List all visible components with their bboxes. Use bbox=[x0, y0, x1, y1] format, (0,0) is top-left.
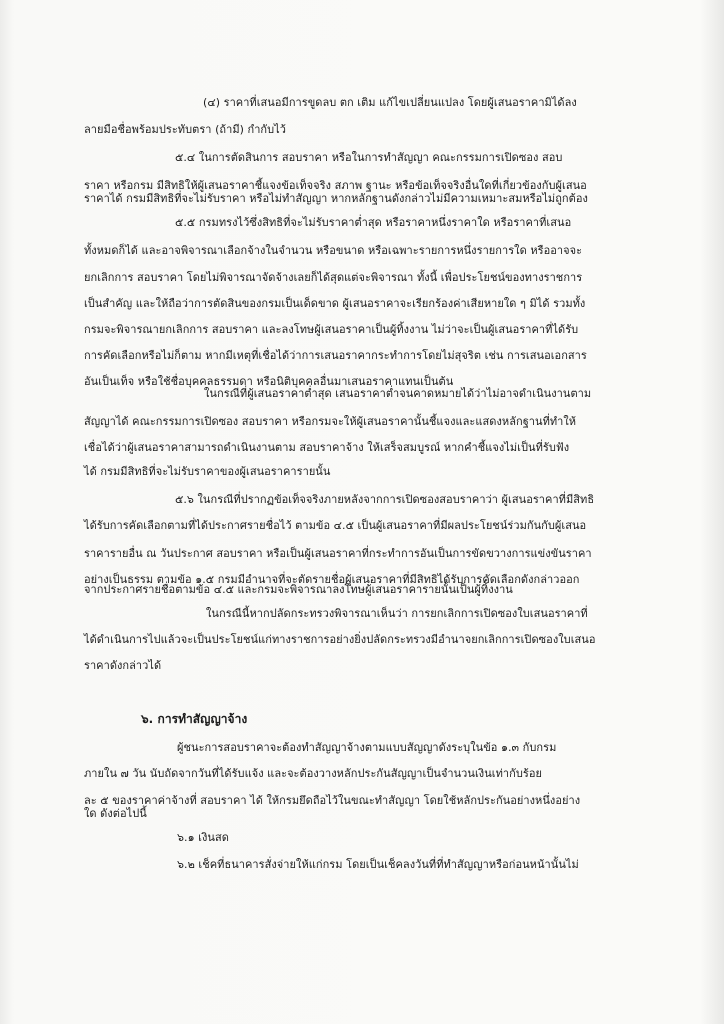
text-line: ผู้ชนะการสอบราคาจะต้องทำสัญญาจ้างตามแบบสัญญาดังระบุในข้อ ๑.๓ กับกรม bbox=[177, 741, 557, 754]
text-line: ในกรณีที่ผู้เสนอราคาต่ำสุด เสนอราคาต่ำจนคาดหมายได้ว่าไม่อาจดำเนินงานตาม bbox=[204, 387, 592, 400]
text-line: ๖.๒ เช็คที่ธนาคารสั่งจ่ายให้แก่กรม โดยเป็นเช็คลงวันที่ที่ทำสัญญาหรือก่อนหน้านั้นไม่ bbox=[177, 858, 579, 871]
text-line: ทั้งหมดก็ได้ และอาจพิจารณาเลือกจ้างในจำนวน หรือขนาด หรือเฉพาะรายการหนึ่งรายการใด หรืออาจจะ bbox=[84, 244, 583, 257]
text-line: สัญญาได้ คณะกรรมการเปิดซอง สอบราคา หรือกรมจะให้ผู้เสนอราคานั้นชี้แจงและแสดงหลักฐานที่ทำให้ bbox=[84, 415, 577, 428]
text-line: อันเป็นเท็จ หรือใช้ชื่อบุคคลธรรมดา หรือนิติบุคคลอื่นมาเสนอราคาแทนเป็นต้น bbox=[84, 375, 454, 388]
text-line: ได้ดำเนินการไปแล้วจะเป็นประโยชน์แก่ทางราชการอย่างยิ่งปลัดกระทรวงมีอำนาจยกเลิกการเปิดซองใบเสนอ bbox=[84, 633, 596, 646]
text-line: (๔) ราคาที่เสนอมีการขูดลบ ตก เติม แก้ไขเปลี่ยนแปลง โดยผู้เสนอราคามิได้ลง bbox=[203, 96, 577, 109]
text-line: ๕.๖ ในกรณีที่ปรากฏข้อเท็จจริงภายหลังจากการเปิดซองสอบราคาว่า ผู้เสนอราคาที่มีสิทธิ bbox=[175, 493, 595, 506]
text-line: ยกเลิกการ สอบราคา โดยไม่พิจารณาจัดจ้างเลยก็ได้สุดแต่จะพิจารณา ทั้งนี้ เพื่อประโยชน์ของทางราชการ bbox=[84, 271, 583, 284]
text-line: เป็นสำคัญ และให้ถือว่าการตัดสินของกรมเป็นเด็ดขาด ผู้เสนอราคาจะเรียกร้องค่าเสียหายใด ๆ มิได้ รวมทั้ง bbox=[84, 297, 586, 310]
text-line: ภายใน ๗ วัน นับถัดจากวันที่ได้รับแจ้ง และจะต้องวางหลักประกันสัญญาเป็นจำนวนเงินเท่ากับร้อย bbox=[84, 767, 542, 780]
text-line: การคัดเลือกหรือไม่ก็ตาม หากมีเหตุที่เชื่อได้ว่าการเสนอราคากระทำการโดยไม่สุจริต เช่น การเสนอเอกสาร bbox=[84, 349, 587, 362]
text-line: ในกรณีนี้หากปลัดกระทรวงพิจารณาเห็นว่า การยกเลิกการเปิดซองใบเสนอราคาที่ bbox=[206, 607, 588, 620]
text-line: ๖.๑ เงินสด bbox=[177, 831, 229, 844]
text-line: ละ ๕ ของราคาค่าจ้างที่ สอบราคา ได้ ให้กรมยึดถือไว้ในขณะทำสัญญา โดยใช้หลักประกันอย่างหนึ่งอย่าง bbox=[84, 794, 581, 807]
text-line: จากประกาศรายชื่อตามข้อ ๔.๕ และกรมจะพิจารณาลงโทษผู้เสนอราคารายนั้นเป็นผู้ทิ้งงาน bbox=[84, 583, 513, 596]
text-line: ราคาได้ กรมมีสิทธิที่จะไม่รับราคา หรือไม่ทำสัญญา หากหลักฐานดังกล่าวไม่มีความเหมาะสมหรือไม่ถูกต้อง bbox=[84, 192, 588, 205]
text-line: อย่างเป็นธรรม ตามข้อ ๑.๕ กรมมีอำนาจที่จะตัดรายชื่อผู้เสนอราคาที่มีสิทธิได้รับการคัดเลือกดังกล่าวออก bbox=[84, 573, 580, 586]
text-line: ราคา หรือกรม มีสิทธิให้ผู้เสนอราคาชี้แจงข้อเท็จจริง สภาพ ฐานะ หรือข้อเท็จจริงอื่นใดที่เกี่ยวข้องกับผู้เสนอ bbox=[84, 179, 587, 192]
text-line: กรมจะพิจารณายกเลิกการ สอบราคา และลงโทษผู้เสนอราคาเป็นผู้ทิ้งงาน ไม่ว่าจะเป็นผู้เสนอราคาที่ได้รับ bbox=[84, 323, 579, 336]
text-line: ๕.๕ กรมทรงไว้ซึ่งสิทธิที่จะไม่รับราคาต่ำสุด หรือราคาหนึ่งราคาใด หรือราคาที่เสนอ bbox=[175, 216, 572, 229]
text-line: ใด ดังต่อไปนี้ bbox=[84, 807, 147, 820]
text-line: ลายมือชื่อพร้อมประทับตรา (ถ้ามี) กำกับไว้ bbox=[84, 123, 286, 136]
text-line: ราคาดังกล่าวได้ bbox=[84, 659, 162, 672]
text-line: ๕.๔ ในการตัดสินการ สอบราคา หรือในการทำสัญญา คณะกรรมการเปิดซอง สอบ bbox=[175, 151, 563, 164]
text-line: ราคารายอื่น ณ วันประกาศ สอบราคา หรือเป็นผู้เสนอราคาที่กระทำการอันเป็นการขัดขวางการแข่งขันราคา bbox=[84, 547, 592, 560]
section-heading: ๖. การทำสัญญาจ้าง bbox=[141, 712, 248, 726]
text-line: ได้รับการคัดเลือกตามที่ได้ประกาศรายชื่อไว้ ตามข้อ ๔.๕ เป็นผู้เสนอราคาที่มีผลประโยชน์ร่วมกันกับผู้เสนอ bbox=[84, 519, 587, 532]
text-line: ได้ กรมมีสิทธิที่จะไม่รับราคาของผู้เสนอราคารายนั้น bbox=[84, 465, 331, 478]
text-line: เชื่อได้ว่าผู้เสนอราคาสามารถดำเนินงานตาม สอบราคาจ้าง ให้เสร็จสมบูรณ์ หากคำชี้แจงไม่เป็นที่รับฟัง bbox=[84, 441, 570, 454]
